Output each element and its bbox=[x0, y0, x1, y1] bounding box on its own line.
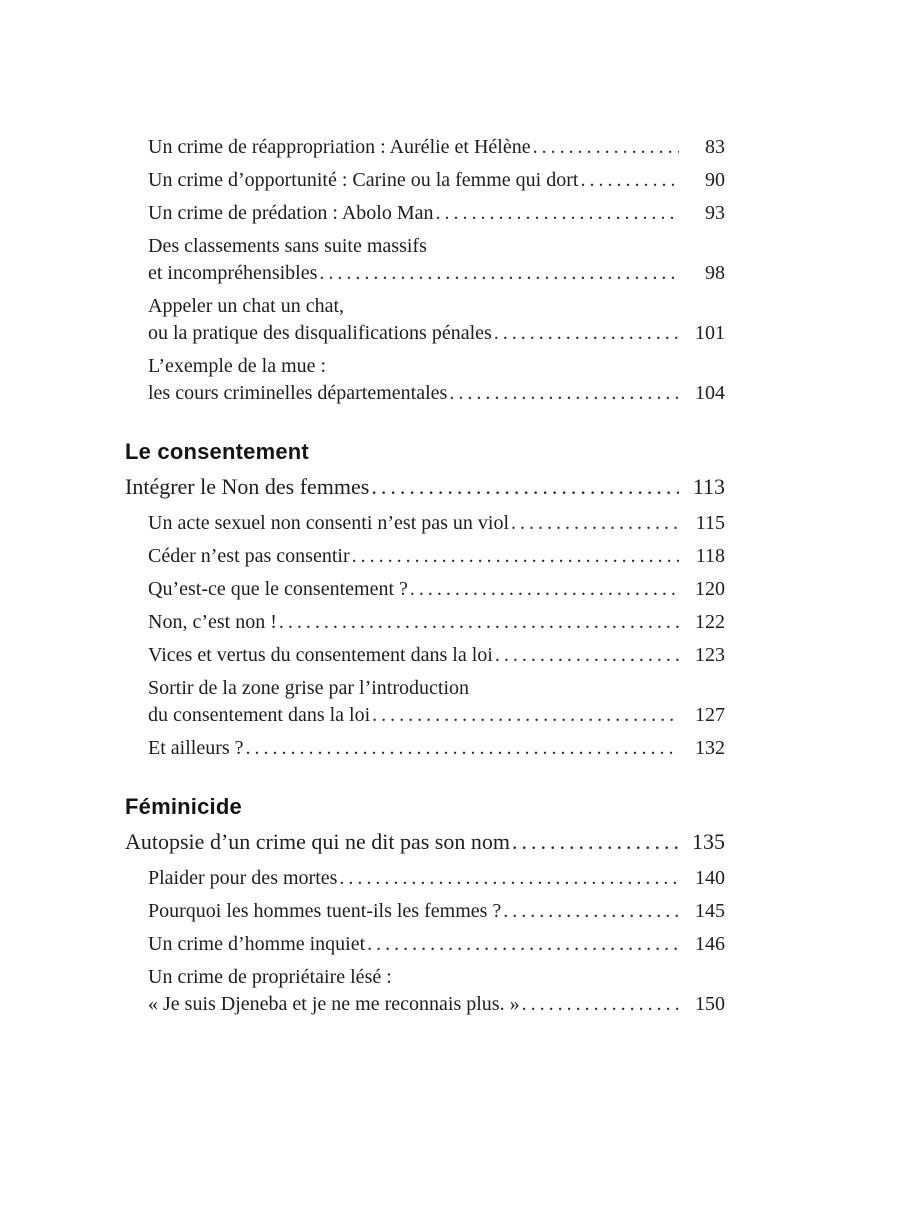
entry-line bbox=[148, 735, 725, 762]
toc-entry bbox=[125, 134, 725, 161]
toc-entry bbox=[125, 609, 725, 636]
chapter-row bbox=[125, 827, 725, 857]
page-number: 118 bbox=[695, 545, 725, 567]
entry-line bbox=[148, 543, 725, 570]
entry-line bbox=[148, 260, 725, 287]
toc-section bbox=[125, 794, 725, 1018]
page-number: 93 bbox=[705, 202, 725, 224]
entry-title: Des classements sans suite massifs bbox=[148, 235, 427, 257]
page-number: 115 bbox=[695, 512, 725, 534]
toc-entry bbox=[125, 233, 725, 287]
dot-leader bbox=[449, 380, 679, 407]
dot-leader bbox=[522, 991, 679, 1018]
entry-line bbox=[148, 134, 725, 161]
page-number: 145 bbox=[695, 900, 725, 922]
entry-line bbox=[148, 576, 725, 603]
entry-title: Qu’est-ce que le consentement ? bbox=[148, 578, 408, 600]
entry-line bbox=[125, 827, 725, 857]
entry-line bbox=[148, 353, 725, 380]
toc-entry bbox=[125, 543, 725, 570]
page-number: 104 bbox=[695, 382, 725, 404]
toc-entry bbox=[125, 167, 725, 194]
page-number: 113 bbox=[692, 474, 725, 499]
toc-entry bbox=[125, 200, 725, 227]
entry-line bbox=[148, 510, 725, 537]
entry-line bbox=[125, 472, 725, 502]
entry-title: Autopsie d’un crime qui ne dit pas son nom bbox=[125, 829, 510, 854]
entry-title: les cours criminelles départementales bbox=[148, 382, 448, 404]
entry-title: Plaider pour des mortes bbox=[148, 867, 338, 889]
toc-entry bbox=[125, 931, 725, 958]
entry-title: Intégrer le Non des femmes bbox=[125, 474, 370, 499]
chapter-row bbox=[125, 472, 725, 502]
page-number: 101 bbox=[695, 322, 725, 344]
entry-title: Appeler un chat un chat, bbox=[148, 295, 345, 317]
entry-line bbox=[148, 380, 725, 407]
dot-leader bbox=[372, 702, 679, 729]
toc-entry bbox=[125, 964, 725, 1018]
toc-entry bbox=[125, 675, 725, 729]
entry-line bbox=[148, 702, 725, 729]
toc bbox=[125, 134, 725, 1018]
part-heading: Le consentement bbox=[125, 439, 309, 464]
toc-entry bbox=[125, 576, 725, 603]
dot-leader bbox=[371, 472, 679, 502]
toc-entry bbox=[125, 735, 725, 762]
page-number: 150 bbox=[695, 993, 725, 1015]
entry-title: ou la pratique des disqualifications pénales bbox=[148, 322, 492, 344]
entry-line bbox=[148, 609, 725, 636]
entry-title: et incompréhensibles bbox=[148, 262, 318, 284]
page-number: 146 bbox=[695, 933, 725, 955]
entry-line bbox=[148, 964, 725, 991]
entry-title: Un crime d’homme inquiet bbox=[148, 933, 366, 955]
dot-leader bbox=[352, 543, 679, 570]
entry-title: du consentement dans la loi bbox=[148, 704, 371, 726]
entry-line bbox=[148, 675, 725, 702]
dot-leader bbox=[367, 931, 679, 958]
dot-leader bbox=[436, 200, 680, 227]
dot-leader bbox=[319, 260, 679, 287]
entry-line bbox=[148, 898, 725, 925]
part-heading: Féminicide bbox=[125, 794, 242, 819]
toc-entry bbox=[125, 898, 725, 925]
dot-leader bbox=[512, 827, 679, 857]
entry-line bbox=[148, 865, 725, 892]
dot-leader bbox=[410, 576, 679, 603]
page-number: 122 bbox=[695, 611, 725, 633]
entry-line bbox=[148, 293, 725, 320]
entry-title: « Je suis Djeneba et je ne me reconnais plus. » bbox=[148, 993, 520, 1015]
entry-line bbox=[148, 167, 725, 194]
entry-title: Un acte sexuel non consenti n’est pas un viol bbox=[148, 512, 510, 534]
page-number: 135 bbox=[692, 829, 725, 854]
entry-title: Et ailleurs ? bbox=[148, 737, 244, 759]
entry-title: Non, c’est non ! bbox=[148, 611, 277, 633]
page-number: 132 bbox=[695, 737, 725, 759]
entry-title: Pourquoi les hommes tuent-ils les femmes ? bbox=[148, 900, 502, 922]
entry-line bbox=[148, 200, 725, 227]
page-number: 90 bbox=[705, 169, 725, 191]
toc-section bbox=[125, 439, 725, 762]
page-number: 140 bbox=[695, 867, 725, 889]
dot-leader bbox=[495, 642, 679, 669]
toc-entry bbox=[125, 510, 725, 537]
entry-line bbox=[148, 233, 725, 260]
entry-line bbox=[148, 642, 725, 669]
toc-section bbox=[125, 134, 725, 407]
toc-entry bbox=[125, 353, 725, 407]
page-number: 123 bbox=[695, 644, 725, 666]
dot-leader bbox=[279, 609, 679, 636]
page-number: 127 bbox=[695, 704, 725, 726]
dot-leader bbox=[339, 865, 679, 892]
toc-entry bbox=[125, 865, 725, 892]
entry-title: Un crime de propriétaire lésé : bbox=[148, 966, 392, 988]
dot-leader bbox=[503, 898, 679, 925]
entry-title: Un crime d’opportunité : Carine ou la femme qui dort bbox=[148, 169, 579, 191]
page-number: 120 bbox=[695, 578, 725, 600]
entry-line bbox=[148, 991, 725, 1018]
entry-title: Vices et vertus du consentement dans la loi bbox=[148, 644, 493, 666]
entry-title: L’exemple de la mue : bbox=[148, 355, 327, 377]
entry-title: Un crime de réappropriation : Aurélie et Hélène bbox=[148, 136, 531, 158]
dot-leader bbox=[494, 320, 679, 347]
entry-title: Céder n’est pas consentir bbox=[148, 545, 350, 567]
entry-line bbox=[148, 320, 725, 347]
page-number: 83 bbox=[705, 136, 725, 158]
toc-entry bbox=[125, 642, 725, 669]
page-number: 98 bbox=[705, 262, 725, 284]
entry-line bbox=[148, 931, 725, 958]
dot-leader bbox=[511, 510, 679, 537]
toc-entry bbox=[125, 293, 725, 347]
entry-title: Un crime de prédation : Abolo Man bbox=[148, 202, 434, 224]
dot-leader bbox=[246, 735, 679, 762]
dot-leader bbox=[533, 134, 679, 161]
dot-leader bbox=[580, 167, 679, 194]
entry-title: Sortir de la zone grise par l’introduction bbox=[148, 677, 470, 699]
